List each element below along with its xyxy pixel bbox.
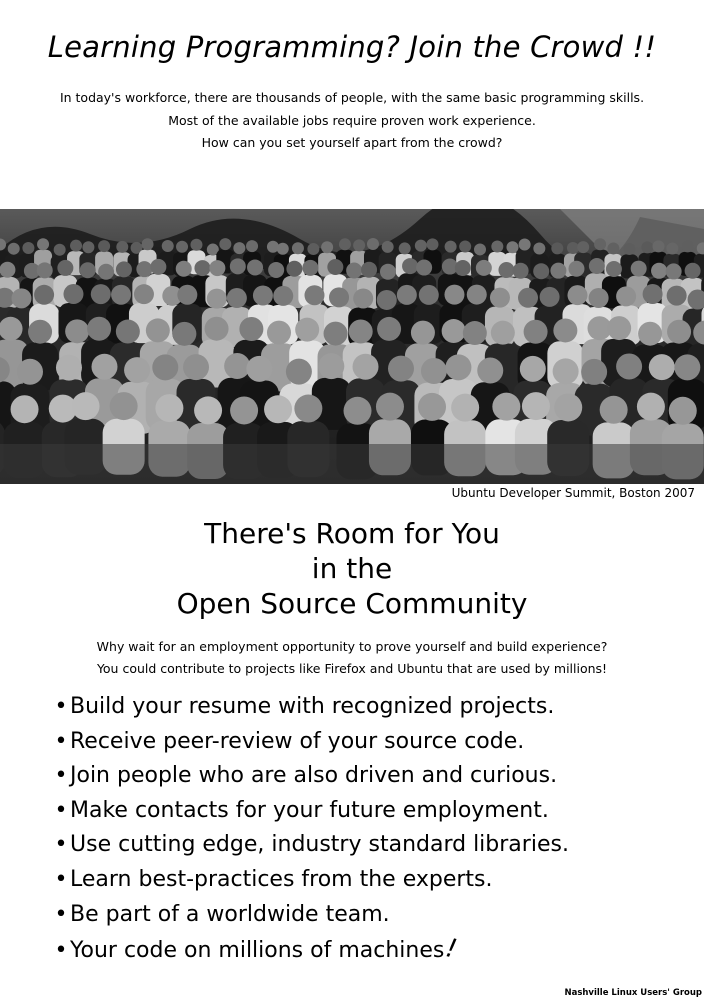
crowd-person-head <box>277 243 289 255</box>
crowd-person-head <box>419 285 439 305</box>
crowd-person-head <box>600 396 628 424</box>
crowd-person-head <box>666 242 678 254</box>
crowd-person-head <box>623 243 635 255</box>
crowd-person-head <box>57 260 73 276</box>
crowd-person-head <box>183 354 209 380</box>
crowd-person-head <box>72 392 100 420</box>
crowd-person-head <box>230 396 258 424</box>
list-item-text: Your code on millions of machines <box>70 938 445 964</box>
crowd-person-head <box>637 393 665 421</box>
crowd-person-head <box>568 261 584 277</box>
crowd-person-head <box>553 318 577 342</box>
photo-caption: Ubuntu Developer Summit, Boston 2007 <box>451 486 695 500</box>
crowd-person-head <box>506 241 518 253</box>
crowd-person-head <box>136 261 152 277</box>
intro-paragraph <box>0 87 704 155</box>
crowd-person-head <box>302 260 318 276</box>
bullet-icon: • <box>54 901 68 927</box>
crowd-person-head <box>666 263 682 279</box>
crowd-person-head <box>321 241 333 253</box>
crowd-person-head <box>577 241 589 253</box>
crowd-person-head <box>11 395 39 423</box>
crowd-person-head <box>631 261 647 277</box>
bullet-icon: • <box>54 866 68 892</box>
crowd-person-head <box>476 260 492 276</box>
crowd-person-head <box>522 392 550 420</box>
crowd-person-head <box>28 320 52 344</box>
crowd-person-head <box>253 285 273 305</box>
community-title-line: in the <box>311 552 393 585</box>
crowd-person-head <box>397 285 417 305</box>
crowd-person-head <box>307 243 319 255</box>
crowd-person-head <box>641 241 653 253</box>
crowd-person-head <box>194 396 222 424</box>
crowd-person-head <box>377 317 401 341</box>
list-item <box>52 932 569 967</box>
crowd-person-head <box>667 320 691 344</box>
crowd-person-head <box>177 285 197 305</box>
crowd-person-head <box>190 239 202 251</box>
crowd-person-head <box>685 263 701 279</box>
crowd-person-head <box>34 285 54 305</box>
crowd-person-head <box>327 259 343 275</box>
crowd-person-head <box>116 320 140 344</box>
pitch-line: Why wait for an employment opportunity to prove yourself and build experience? <box>96 639 608 654</box>
footer-credit: Nashville Linux Users' Group <box>564 988 702 998</box>
crowd-person-head <box>194 260 210 276</box>
crowd-person-head <box>607 242 619 254</box>
crowd-person-head <box>353 354 379 380</box>
crowd-person-head <box>669 397 697 425</box>
list-item-text: Receive peer-review of your source code. <box>70 728 525 754</box>
crowd-person-head <box>451 394 479 422</box>
crowd-person-head <box>142 238 154 250</box>
crowd-person-head <box>445 354 471 380</box>
crowd-person-head <box>474 243 486 255</box>
crowd-person-head <box>176 241 188 253</box>
crowd-person-head <box>273 286 293 306</box>
pitch-paragraph <box>0 636 704 680</box>
crowd-person-head <box>467 285 487 305</box>
crowd-person-head <box>553 358 579 384</box>
crowd-person-head <box>415 240 427 252</box>
crowd-person-head <box>491 240 503 252</box>
page-headline: Learning Programming? Join the Crowd !! <box>47 30 657 64</box>
crowd-person-head <box>246 356 272 382</box>
crowd-person-head <box>146 318 170 342</box>
crowd-person-head <box>382 241 394 253</box>
crowd-person-head <box>111 285 131 305</box>
crowd-person-head <box>54 244 66 256</box>
crowd-person-head <box>292 242 304 254</box>
crowd-person-head <box>124 357 150 383</box>
group-photo <box>0 209 704 484</box>
crowd-person-head <box>442 319 466 343</box>
crowd-person-head <box>209 260 225 276</box>
crowd-person-head <box>455 260 471 276</box>
crowd-person-head <box>233 242 245 254</box>
crowd-person-head <box>616 286 636 306</box>
crowd-person-head <box>463 321 487 345</box>
crowd-person-head <box>0 262 15 278</box>
bullet-icon: • <box>54 763 68 789</box>
pitch-line: You could contribute to projects like Firefox and Ubuntu that are used by millions! <box>96 661 608 676</box>
list-item-text: Join people who are also driven and curious. <box>70 763 558 789</box>
crowd-person-head <box>380 264 396 280</box>
crowd-person-head <box>318 353 344 379</box>
crowd-person-head <box>230 258 246 274</box>
crowd-person-head <box>581 359 607 385</box>
crowd-person-head <box>353 288 373 308</box>
crowd-person-head <box>518 288 538 308</box>
crowd-person-head <box>91 354 117 380</box>
crowd-person-head <box>152 354 178 380</box>
crowd-person-head <box>349 319 373 343</box>
list-item-text: Learn best-practices from the experts. <box>70 866 493 892</box>
crowd-person-head <box>638 322 662 346</box>
crowd-person-head <box>388 356 414 382</box>
crowd-person-head <box>294 395 322 423</box>
crowd-person-head <box>667 286 687 306</box>
crowd-person-head <box>651 263 667 279</box>
crowd-person-head <box>219 238 231 250</box>
list-item <box>52 863 569 898</box>
exclamation-mark: ! <box>443 933 460 965</box>
crowd-person-head <box>606 261 622 277</box>
crowd-person-head <box>172 322 196 346</box>
crowd-person-head <box>399 242 411 254</box>
crowd-person-head <box>22 242 34 254</box>
crowd-person-head <box>445 241 457 253</box>
crowd-person-head <box>134 284 154 304</box>
list-item <box>52 759 569 794</box>
crowd-person-head <box>324 322 348 346</box>
community-title-line: There's Room for You <box>204 517 500 550</box>
crowd-person-head <box>444 285 464 305</box>
list-item-text: Make contacts for your future employment. <box>70 797 549 823</box>
crowd-person-head <box>329 287 349 307</box>
crowd-person-head <box>490 288 510 308</box>
crowd-person-head <box>110 392 138 420</box>
crowd-photo-illustration <box>0 209 704 484</box>
crowd-person-head <box>567 242 579 254</box>
crowd-person-head <box>37 262 53 278</box>
crowd-person-head <box>264 395 292 423</box>
community-title <box>0 516 704 621</box>
list-item-text: Be part of a worldwide team. <box>70 901 390 927</box>
crowd-person-head <box>533 263 549 279</box>
bullet-icon: • <box>54 832 68 858</box>
crowd-person-head <box>65 319 89 343</box>
crowd-person-head <box>155 394 183 422</box>
crowd-person-head <box>498 262 514 278</box>
crowd-person-head <box>304 285 324 305</box>
crowd-person-head <box>492 393 520 421</box>
crowd-person-head <box>87 317 111 341</box>
crowd-person-head <box>519 238 531 250</box>
crowd-person-head <box>98 264 114 280</box>
crowd-person-head <box>239 317 263 341</box>
crowd-person-head <box>295 318 319 342</box>
list-item <box>52 794 569 829</box>
crowd-person-head <box>56 355 82 381</box>
crowd-person-head <box>643 284 663 304</box>
crowd-person-head <box>361 262 377 278</box>
list-item <box>52 690 569 725</box>
crowd-person-head <box>682 240 694 252</box>
crowd-person-head <box>82 241 94 253</box>
crowd-person-head <box>205 317 229 341</box>
bullet-icon: • <box>54 938 68 964</box>
crowd-person-head <box>607 316 631 340</box>
bullet-icon: • <box>54 797 68 823</box>
crowd-person-head <box>346 263 362 279</box>
crowd-person-head <box>227 288 247 308</box>
list-item <box>52 828 569 863</box>
crowd-person-head <box>37 238 49 250</box>
crowd-person-head <box>207 289 227 309</box>
crowd-person-head <box>162 240 174 252</box>
crowd-person-head <box>616 353 642 379</box>
crowd-person-head <box>150 259 166 275</box>
crowd-person-head <box>649 354 675 380</box>
list-item-text: Build your resume with recognized projects. <box>70 694 555 719</box>
crowd-person-head <box>513 263 529 279</box>
crowd-person-head <box>551 242 563 254</box>
crowd-person-head <box>589 258 605 274</box>
crowd-person-head <box>540 287 560 307</box>
crowd-person-head <box>17 359 43 385</box>
crowd-person-head <box>268 262 284 278</box>
crowd-person-head <box>80 262 96 278</box>
crowd-person-head <box>344 397 372 425</box>
crowd-person-head <box>554 393 582 421</box>
crowd-person-head <box>377 290 397 310</box>
crowd-person-head <box>12 288 32 308</box>
list-item <box>52 725 569 760</box>
crowd-person-head <box>246 240 258 252</box>
crowd-person-head <box>416 260 432 276</box>
crowd-person-head <box>550 263 566 279</box>
crowd-person-head <box>116 241 128 253</box>
bullet-icon: • <box>54 728 68 754</box>
bullet-icon: • <box>54 694 68 719</box>
crowd-person-head <box>247 259 263 275</box>
crowd-person-head <box>459 241 471 253</box>
crowd-person-head <box>653 240 665 252</box>
crowd-person-head <box>589 288 609 308</box>
crowd-person-head <box>286 261 302 277</box>
crowd-person-head <box>98 240 110 252</box>
crowd-person-head <box>367 238 379 250</box>
crowd-person-head <box>524 320 548 344</box>
crowd-person-head <box>63 284 83 304</box>
crowd-person-head <box>353 239 365 251</box>
crowd-person-head <box>421 358 447 384</box>
intro-line: How can you set yourself apart from the crowd? <box>201 135 503 150</box>
community-title-line: Open Source Community <box>176 587 528 620</box>
crowd-person-head <box>376 393 404 421</box>
list-item-text: Use cutting edge, industry standard libraries. <box>70 832 569 858</box>
crowd-person-head <box>224 353 250 379</box>
crowd-person-head <box>520 356 546 382</box>
crowd-person-head <box>411 321 435 345</box>
crowd-person-head <box>418 393 446 421</box>
crowd-person-head <box>176 261 192 277</box>
crowd-person-head <box>402 258 418 274</box>
crowd-person-head <box>491 321 515 345</box>
crowd-person-head <box>70 240 82 252</box>
benefits-list <box>52 690 569 967</box>
crowd-person-head <box>533 243 545 255</box>
crowd-person-head <box>91 284 111 304</box>
list-item <box>52 898 569 933</box>
intro-line: Most of the available jobs require proven work experience. <box>168 112 536 128</box>
crowd-person-head <box>674 354 700 380</box>
crowd-person-head <box>116 261 132 277</box>
crowd-person-head <box>594 238 606 250</box>
crowd-person-head <box>567 285 587 305</box>
intro-line: In today's workforce, there are thousands of people, with the same basic programming skills. <box>59 90 645 105</box>
crowd-person-head <box>267 321 291 345</box>
crowd-person-head <box>477 358 503 384</box>
crowd-person-head <box>8 243 20 255</box>
crowd-person-head <box>339 238 351 250</box>
crowd-person-head <box>286 359 312 385</box>
crowd-person-head <box>426 238 438 250</box>
